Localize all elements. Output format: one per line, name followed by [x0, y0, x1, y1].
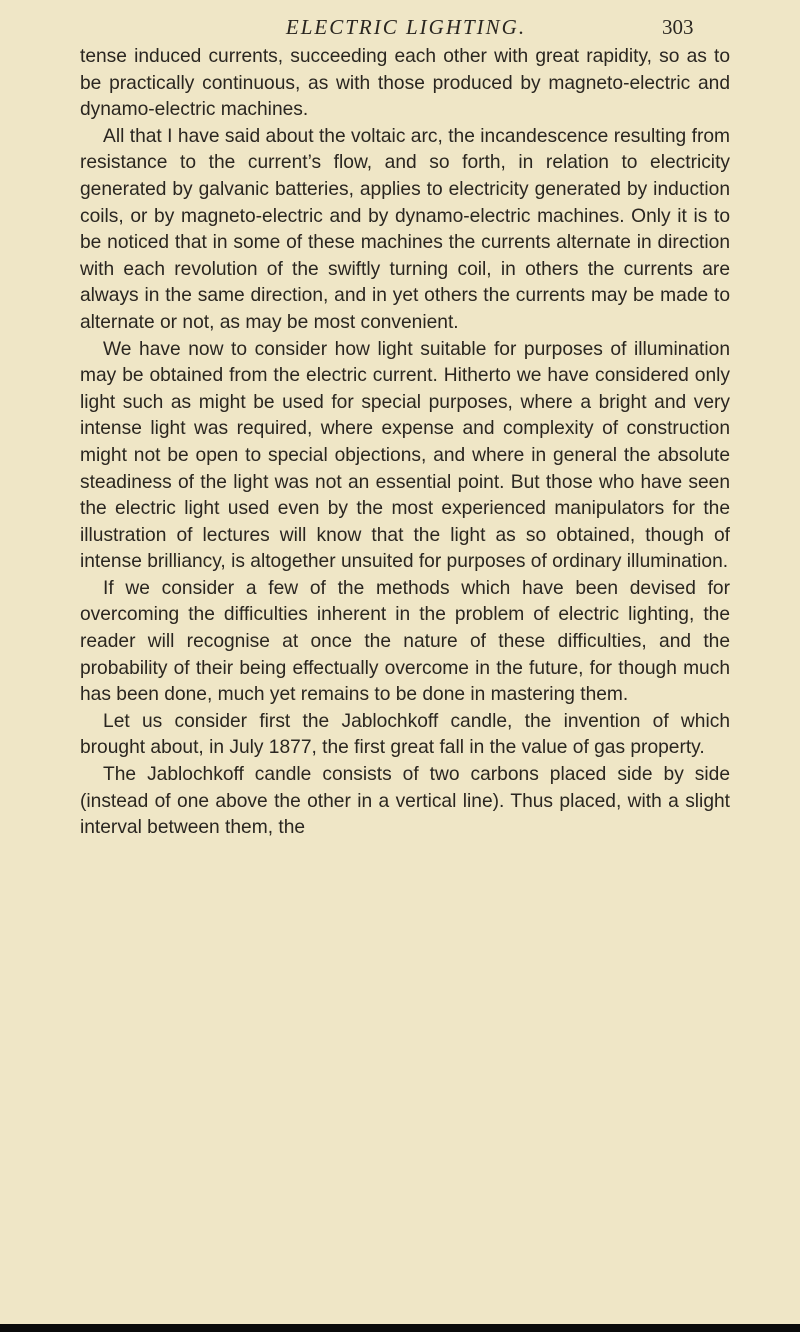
page-bottom-edge [0, 1324, 800, 1332]
paragraph: tense induced currents, succeeding each other with great rapidity, so as to be practically continuous, as with those produced by magneto-electric and dynamo-electric machines. [80, 46, 730, 121]
paragraph: Let us consider first the Jablochkoff candle, the invention of which brought about, in July 1877, the first great fall in the value of gas property. [80, 710, 730, 759]
page-number: 303 [662, 15, 694, 39]
paragraph: We have now to consider how light suitable for purposes of illumination may be obtained from the electric current. Hitherto we have considered only light such as might be used for special purposes, where a bright and very intense light was required, where expense and complexity of construction might not be open to special objections, and where in general the absolute steadiness of the light was not an essential point. But those who have seen the electric light used even by the most experienced manipulators for the illustration of lectures will know that the light as so obtained, though of intense brilliancy, is altogether unsuited for purposes of ordinary illumination. [80, 338, 730, 573]
paragraph: All that I have said about the voltaic arc, the incandescence resulting from resistance to the current’s flow, and so forth, in relation to electricity generated by galvanic batteries, applies to electricity generated by induction coils, or by magneto-electric and by dynamo-electric machines. Only it is to be noticed that in some of these machines the currents alternate in direction with each revolution of the swiftly turning coil, in others the currents are always in the same direction, and in yet others the currents may be made to alternate or not, as may be most convenient. [80, 125, 730, 333]
body-text [80, 44, 730, 842]
paragraph: If we consider a few of the methods which have been devised for overcoming the difficulties inherent in the problem of electric lighting, the reader will recognise at once the nature of these difficulties, and the probability of their being effectually overcome in the future, for though much has been done, much yet remains to be done in mastering them. [80, 577, 730, 706]
paragraph: The Jablochkoff candle consists of two carbons placed side by side (instead of one above the other in a vertical line). Thus placed, with a slight interval between them, the [80, 764, 730, 839]
running-title: ELECTRIC LIGHTING. [285, 15, 527, 39]
